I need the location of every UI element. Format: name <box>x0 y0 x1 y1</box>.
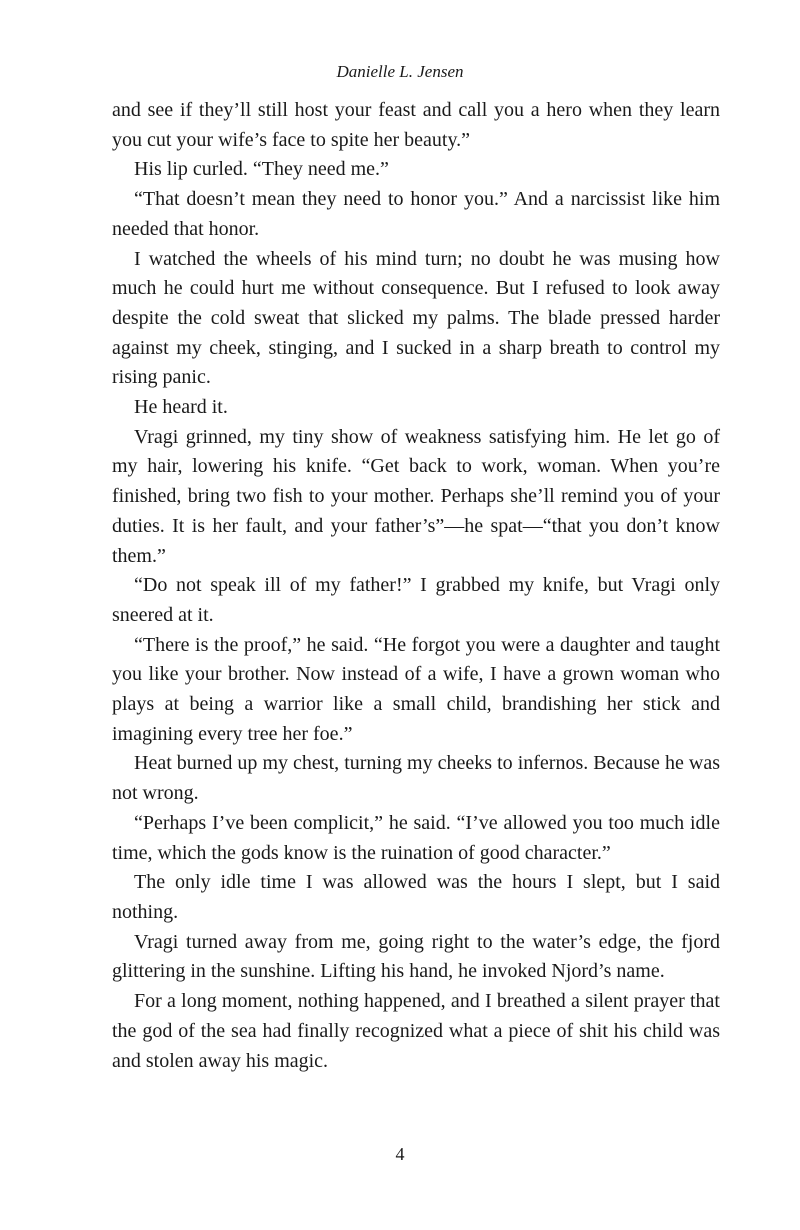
paragraph: “That doesn’t mean they need to honor you.” And a narcissist like him needed that honor. <box>112 188 720 240</box>
paragraph: “Do not speak ill of my father!” I grabbed my knife, but Vragi only sneered at it. <box>112 574 720 626</box>
running-head-author: Danielle L. Jensen <box>336 62 464 81</box>
paragraph: He heard it. <box>134 396 228 419</box>
paragraph: The only idle time I was allowed was the hours I slept, but I said nothing. <box>112 871 720 923</box>
paragraph: For a long moment, nothing happened, and I breathed a silent prayer that the god of the sea had finally recognized what a piece of shit his child was and stolen away his magic. <box>112 990 720 1072</box>
page-number: 4 <box>395 1144 405 1164</box>
paragraph: Vragi grinned, my tiny show of weakness satisfying him. He let go of my hair, lowering his knife. “Get back to work, woman. When you’re finished, bring two fish to your mother. Perhaps she’ll remind you of your duties. It is her fault, and your father’s”—he spat—“that you don’t know them.” <box>112 425 720 567</box>
paragraph-continued: and see if they’ll still host your feast and call you a hero when they learn you cut your wife’s face to spite her beauty.” <box>112 99 720 151</box>
paragraph: “There is the proof,” he said. “He forgot you were a daughter and taught you like your brother. Now instead of a wife, I have a grown woman who plays at being a warrior like a small child, brandishing her stick and imagining every tree her foe.” <box>112 633 720 745</box>
paragraph: I watched the wheels of his mind turn; no doubt he was musing how much he could hurt me without consequence. But I refused to look away despite the cold sweat that slicked my palms. The blade pressed harder against my cheek, stinging, and I sucked in a sharp breath to control my rising panic. <box>112 247 720 389</box>
paragraph: Heat burned up my chest, turning my cheeks to infernos. Because he was not wrong. <box>112 752 720 805</box>
body-text <box>112 96 720 1076</box>
paragraph: His lip curled. “They need me.” <box>134 158 389 181</box>
paragraph: “Perhaps I’ve been complicit,” he said. “I’ve allowed you too much idle time, which the gods know is the ruination of good character.” <box>112 811 720 864</box>
paragraph: Vragi turned away from me, going right to the water’s edge, the fjord glittering in the sunshine. Lifting his hand, he invoked Njord’s name. <box>112 930 720 983</box>
